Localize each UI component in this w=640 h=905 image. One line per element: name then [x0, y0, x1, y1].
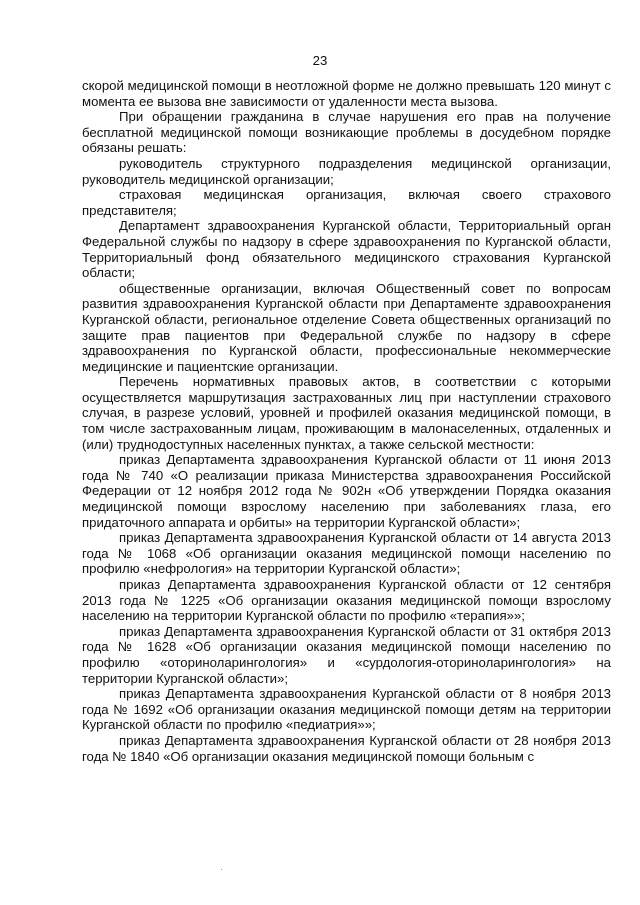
- scan-speck: [221, 869, 222, 870]
- paragraph: приказ Департамента здравоохранения Курганской области от 12 сентября 2013 года № 1225 «Об организации оказания медицинской помощи взрослому населению на территории Курганской области по профилю «терапия»»;: [82, 577, 611, 624]
- paragraph: При обращении гражданина в случае нарушения его прав на получение бесплатной медицинской помощи возникающие проблемы в досудебном порядке обязаны решать:: [82, 109, 611, 156]
- paragraph: приказ Департамента здравоохранения Курганской области от 14 августа 2013 года № 1068 «Об организации оказания медицинской помощи населению по профилю «нефрология» на территории Курганской области»;: [82, 530, 611, 577]
- paragraph: приказ Департамента здравоохранения Курганской области от 31 октября 2013 года № 1628 «Об организации оказания медицинской помощи населению по профилю «оториноларингология» и «сурдология-оториноларингология» на территории Курганской области»;: [82, 623, 611, 686]
- document-body: [82, 78, 611, 764]
- paragraph: общественные организации, включая Общественный совет по вопросам развития здравоохранения Курганской области при Департаменте здравоохранения Курганской области, региональное отделение Совета общественных организаций по защите прав пациентов при Федеральной службе по надзору в сфере здравоохранения по Курганской области, профессиональные некоммерческие медицинские и пациентские организации.: [82, 280, 611, 374]
- paragraph: Департамент здравоохранения Курганской области, Территориальный орган Федеральной службы по надзору в сфере здравоохранения по Курганской области, Территориальный фонд обязательного медицинского страхования Курганской области;: [82, 218, 611, 281]
- paragraph: Перечень нормативных правовых актов, в соответствии с которыми осуществляется маршрутизация застрахованных лиц при наступлении страхового случая, в разрезе условий, уровней и профилей оказания медицинской помощи, в том числе застрахованным лицам, проживающим в малонаселенных, отдаленных и (или) труднодоступных населенных пунктах, а также сельской местности:: [82, 374, 611, 452]
- paragraph: приказ Департамента здравоохранения Курганской области от 8 ноября 2013 года № 1692 «Об организации оказания медицинской помощи детям на территории Курганской области по профилю «педиатрия»»;: [82, 686, 611, 733]
- paragraph: приказ Департамента здравоохранения Курганской области от 28 ноября 2013 года № 1840 «Об организации оказания медицинской помощи больным с: [82, 732, 611, 764]
- page-number: 23: [312, 53, 328, 68]
- paragraph: скорой медицинской помощи в неотложной форме не должно превышать 120 минут с момента ее вызова вне зависимости от удаленности места вызова.: [82, 78, 611, 109]
- paragraph: страховая медицинская организация, включая своего страхового представителя;: [82, 187, 611, 218]
- paragraph: руководитель структурного подразделения медицинской организации, руководитель медицинской организации;: [82, 155, 611, 187]
- paragraph: приказ Департамента здравоохранения Курганской области от 11 июня 2013 года № 740 «О реализации приказа Министерства здравоохранения Российской Федерации от 12 ноября 2012 года № 902н «Об утверждении Порядка оказания медицинской помощи взрослому населению при заболеваниях глаза, его придаточного аппарата и орбиты» на территории Курганской области»;: [82, 452, 611, 530]
